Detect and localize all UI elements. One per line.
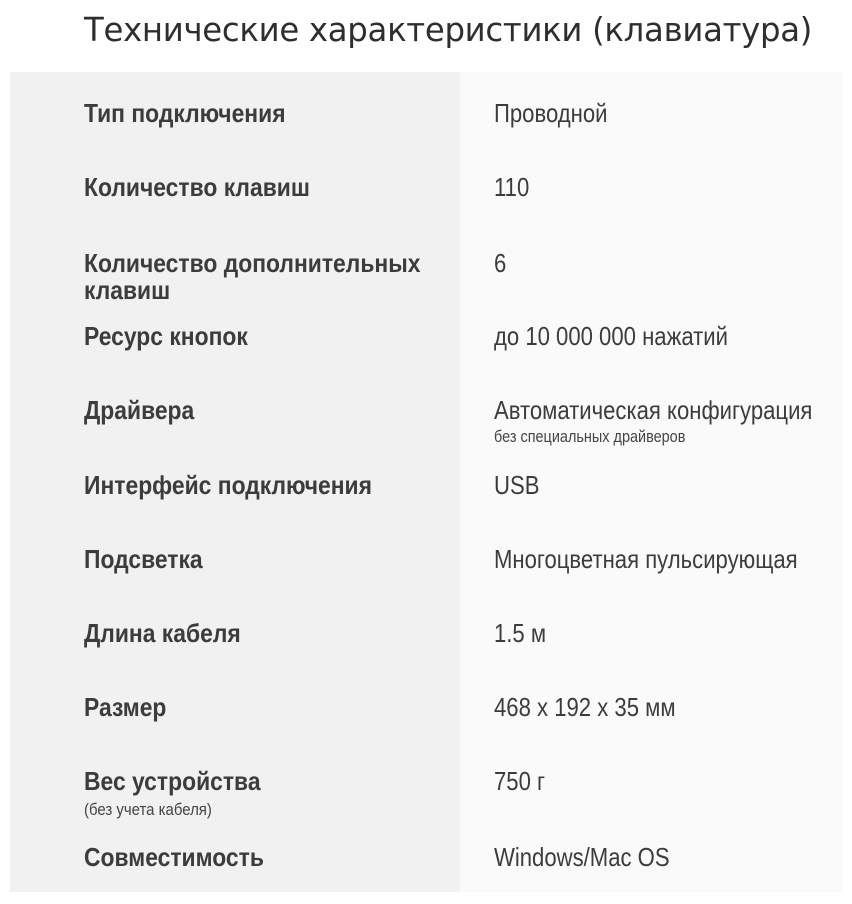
spec-label-main: Вес устройства bbox=[84, 766, 261, 796]
spec-value: 750 г bbox=[494, 766, 546, 796]
spec-label bbox=[84, 248, 421, 305]
spec-label: Подсветка bbox=[84, 544, 203, 574]
spec-value bbox=[494, 397, 812, 448]
spec-label: Интерфейс подключения bbox=[84, 470, 372, 500]
spec-label bbox=[84, 768, 418, 821]
spec-value-note: без специальных драйверов bbox=[494, 427, 686, 446]
spec-label-line2: клавиш bbox=[84, 275, 171, 305]
spec-value: 1.5 м bbox=[494, 618, 547, 648]
spec-value: 6 bbox=[494, 248, 507, 278]
spec-label: Тип подключения bbox=[84, 98, 286, 128]
spec-value: 468 x 192 x 35 мм bbox=[494, 692, 676, 722]
spec-value: USB bbox=[494, 470, 540, 500]
spec-value-main: Автоматическая конфигурация bbox=[494, 395, 813, 425]
spec-value: Многоцветная пульсирующая bbox=[494, 544, 798, 574]
spec-value: Проводной bbox=[494, 98, 608, 128]
spec-label: Драйвера bbox=[84, 395, 195, 425]
spec-label: Размер bbox=[84, 692, 167, 722]
spec-label: Длина кабеля bbox=[84, 618, 241, 648]
spec-value: до 10 000 000 нажатий bbox=[494, 321, 728, 351]
spec-label-note: (без учета кабеля) bbox=[84, 800, 212, 819]
spec-value: Windows/Mac OS bbox=[494, 842, 670, 872]
spec-label-line1: Количество дополнительных bbox=[84, 248, 421, 278]
spec-label: Ресурс кнопок bbox=[84, 321, 248, 351]
page-title: Технические характеристики (клавиатура) bbox=[84, 10, 813, 49]
spec-label: Количество клавиш bbox=[84, 172, 310, 202]
spec-value: 110 bbox=[494, 172, 530, 202]
spec-label: Совместимость bbox=[84, 842, 264, 872]
specs-table bbox=[10, 72, 842, 892]
